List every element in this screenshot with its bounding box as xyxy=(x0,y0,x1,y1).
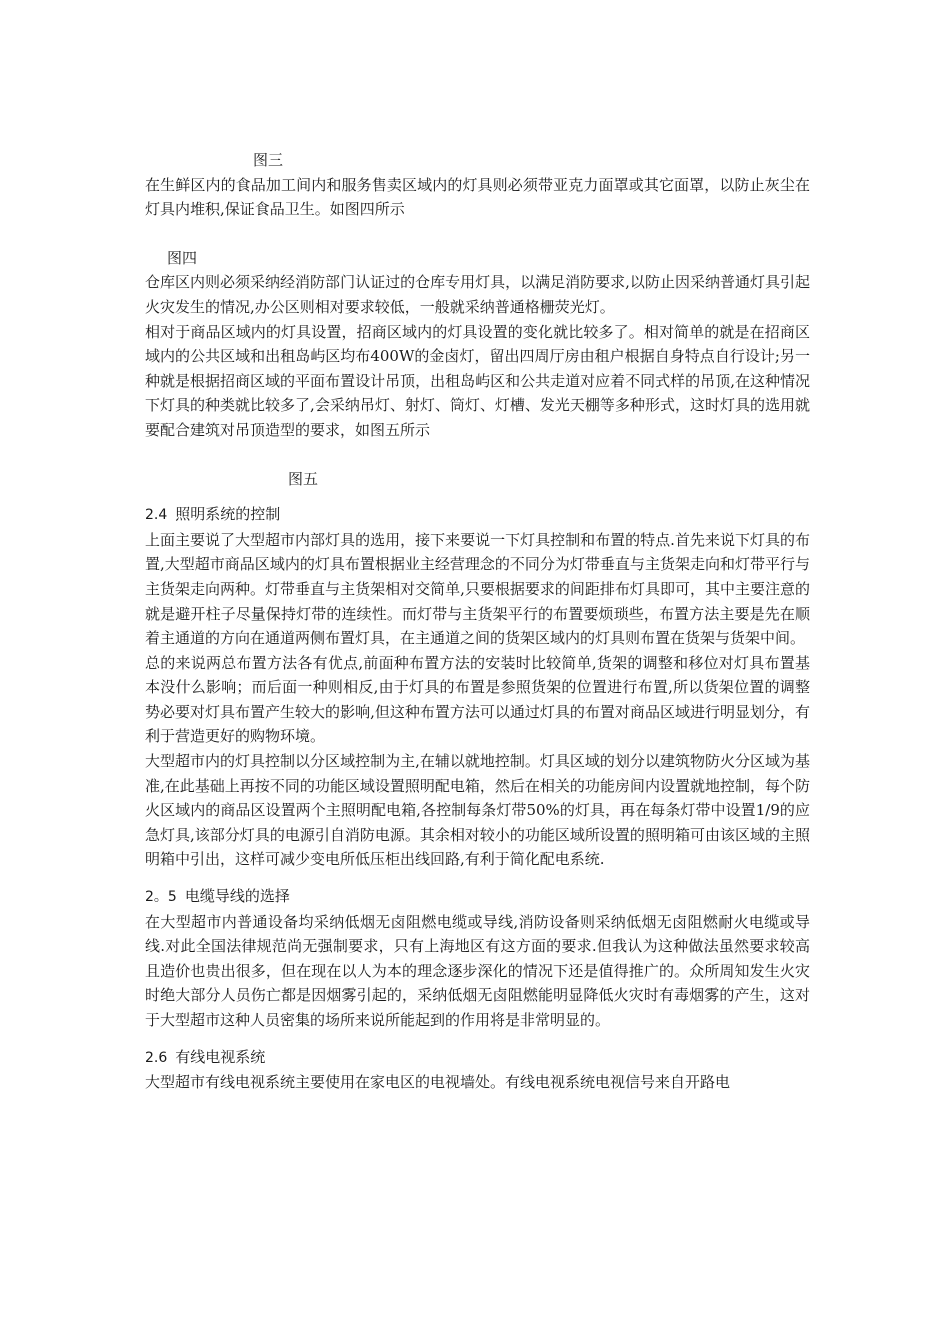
paragraph-lamp-layout: 上面主要说了大型超市内部灯具的选用，接下来要说一下灯具控制和布置的特点.首先来说下灯具的布置,大型超市商品区域内的灯具布置根据业主经营理念的不同分为灯带垂直与主货架走向和灯带平行与主货架走向两种。灯带垂直与主货架相对交简单,只要根据要求的间距排布灯具即可，其中主要注意的就是避开柱子尽量保持灯带的连续性。而灯带与主货架平行的布置要烦琐些，布置方法主要是先在顺着主通道的方向在通道两侧布置灯具，在主通道之间的货架区域内的灯具则布置在货架与货架中间。 xyxy=(145,530,810,648)
section-number: 2.4 xyxy=(145,507,168,524)
section-number: 2。5 xyxy=(145,889,177,906)
document-page xyxy=(145,148,810,1095)
figure-caption-4: 图四 xyxy=(167,248,198,267)
section-title: 电缆导线的选择 xyxy=(184,887,290,906)
paragraph-lamp-control: 大型超市内的灯具控制以分区域控制为主,在辅以就地控制。灯具区域的划分以建筑物防火分区域为基准,在此基础上再按不同的功能区域设置照明配电箱，然后在相关的功能房间内设置就地控制，每个防火区域内的商品区设置两个主照明配电箱,各控制每条灯带50%的灯具，再在每条灯带中设置1/9的应急灯具,该部分灯具的电源引自消防电源。其余相对较小的功能区域所设置的照明箱可由该区域的主照明箱中引出，这样可减少变电所低压柜出线回路,有利于简化配电系统. xyxy=(145,752,810,869)
section-number: 2.6 xyxy=(145,1049,168,1066)
figure-caption-5: 图五 xyxy=(288,469,319,488)
paragraph-layout-comparison: 总的来说两总布置方法各有优点,前面种布置方法的安装时比较简单,货架的调整和移位对灯具布置基本没什么影响；而后面一种则相反,由于灯具的布置是参照货架的位置进行布置,所以货架位置的调整势必要对灯具布置产生较大的影响,但这种布置方法可以通过灯具的布置对商品区域进行明显划分，有利于营造更好的购物环境。 xyxy=(145,653,810,746)
section-heading-2-6 xyxy=(145,1045,810,1071)
section-heading-2-4 xyxy=(145,502,810,528)
paragraph-cable-selection: 在大型超市内普通设备均采纳低烟无卤阻燃电缆或导线,消防设备则采纳低烟无卤阻燃耐火电缆或导线.对此全国法律规范尚无强制要求，只有上海地区有这方面的要求.但我认为这种做法虽然要求较高且造价也贵出很多，但在现在以人为本的理念逐步深化的情况下还是值得推广的。众所周知发生火灾时绝大部分人员伤亡都是因烟雾引起的，采纳低烟无卤阻燃能明显降低火灾时有毒烟雾的产生，这对于大型超市这种人员密集的场所来说所能起到的作用将是非常明显的。 xyxy=(145,912,810,1029)
section-title: 照明系统的控制 xyxy=(175,505,281,524)
paragraph-catv-system: 大型超市有线电视系统主要使用在家电区的电视墙处。有线电视系统电视信号来自开路电 xyxy=(145,1073,731,1092)
paragraph-warehouse-lighting: 仓库区内则必须采纳经消防部门认证过的仓库专用灯具，以满足消防要求,以防止因采纳普通灯具引起火灾发生的情况,办公区则相对要求较低，一般就采纳普通格栅荧光灯。 xyxy=(145,273,810,316)
section-heading-2-5 xyxy=(145,884,810,910)
paragraph-fresh-zone-lighting: 在生鲜区内的食品加工间内和服务售卖区域内的灯具则必须带亚克力面罩或其它面罩，以防止灰尘在灯具内堆积,保证食品卫生。如图四所示 xyxy=(145,175,810,219)
section-title: 有线电视系统 xyxy=(175,1047,266,1066)
paragraph-leasing-zone-lighting: 相对于商品区域内的灯具设置，招商区域内的灯具设置的变化就比较多了。相对简单的就是在招商区域内的公共区域和出租岛屿区均布400W的金卤灯，留出四周厅房由租户根据自身特点自行设计;另一种就是根据招商区域的平面布置设计吊顶，出租岛屿区和公共走道对应着不同式样的吊顶,在这种情况下灯具的种类就比较多了,会采纳吊灯、射灯、筒灯、灯槽、发光天棚等多种形式，这时灯具的选用就要配合建筑对吊顶造型的要求，如图五所示 xyxy=(145,322,810,439)
figure-caption-3: 图三 xyxy=(253,151,284,169)
